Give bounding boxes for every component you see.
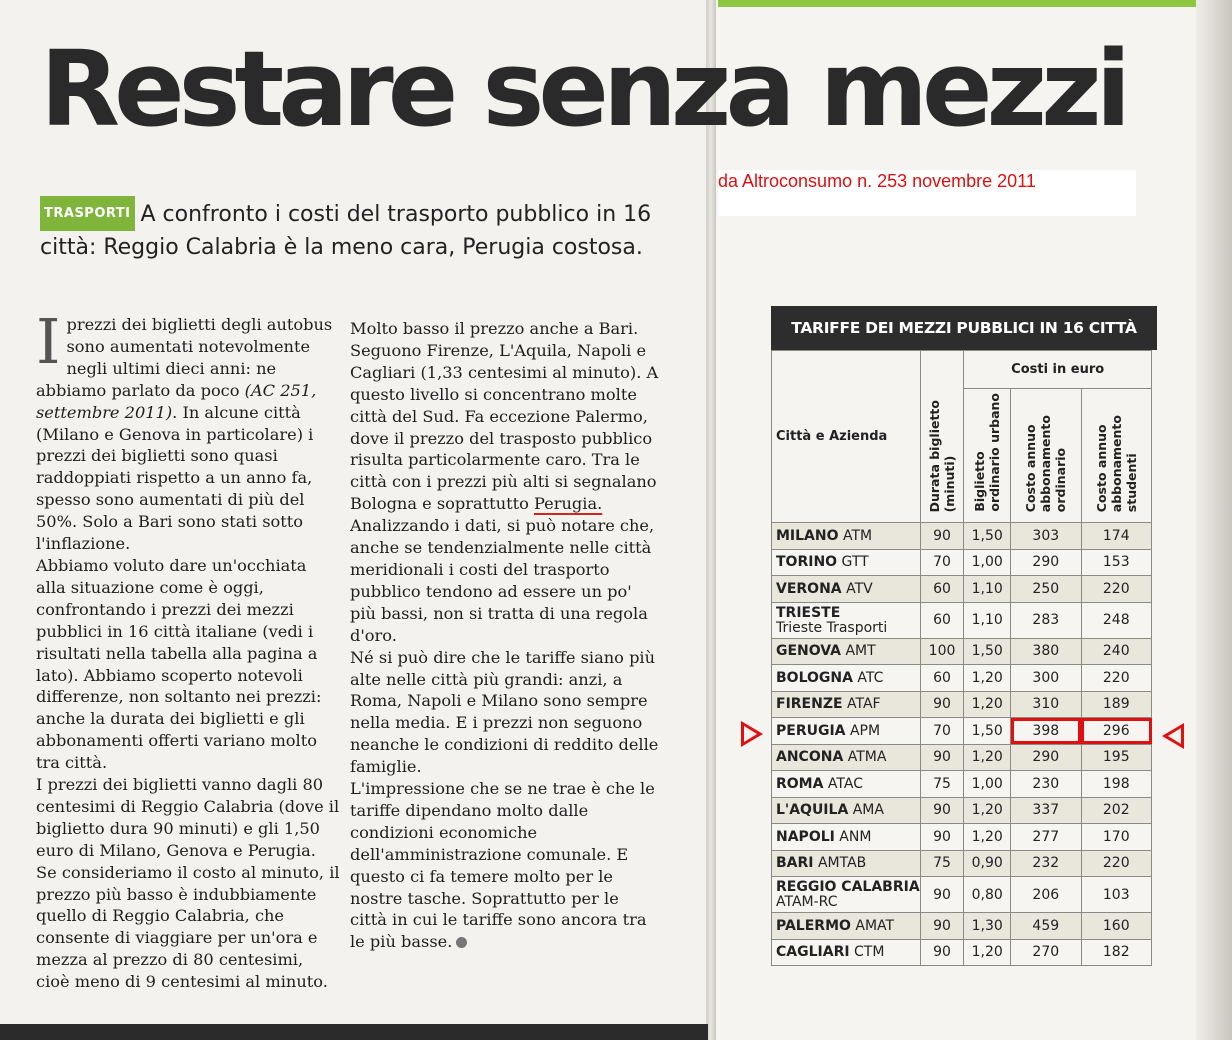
table-row [772, 771, 1152, 798]
student-pass-cell: 103 [1081, 877, 1151, 913]
duration-cell: 90 [920, 939, 964, 966]
student-pass-cell: 220 [1081, 665, 1151, 692]
duration-cell: 90 [920, 744, 964, 771]
table-row [772, 744, 1152, 771]
paragraph [350, 778, 660, 953]
student-pass-cell: 220 [1081, 576, 1151, 603]
annual-pass-cell: 232 [1011, 850, 1081, 877]
student-pass-cell: 182 [1081, 939, 1151, 966]
student-pass-cell: 248 [1081, 602, 1151, 638]
highlight-arrow-left-icon [741, 721, 763, 747]
header-student: Costo annuo abbonamento studenti [1081, 389, 1151, 523]
table-row [772, 576, 1152, 603]
table-row [772, 638, 1152, 665]
student-pass-cell: 198 [1081, 771, 1151, 798]
ticket-price-cell: 1,50 [964, 638, 1011, 665]
paragraph-text: . In alcune città (Milano e Genova in particolare) i prezzi dei biglietti sono quasi raddoppiati rispetto a un anno fa, spesso sono aumentati di più del 50%. Solo a Bari sono stati sotto l'inflazione. [36, 402, 314, 554]
article-deck [40, 196, 680, 264]
section-tag: TRASPORTI [40, 196, 135, 231]
ticket-price-cell: 1,20 [964, 691, 1011, 718]
annual-pass-cell: 206 [1011, 877, 1081, 913]
duration-cell: 90 [920, 824, 964, 851]
end-mark-icon [456, 937, 467, 948]
annual-pass-cell: 398 [1011, 718, 1081, 745]
duration-cell: 75 [920, 850, 964, 877]
duration-cell: 75 [920, 771, 964, 798]
ticket-price-cell: 1,20 [964, 939, 1011, 966]
student-pass-cell: 170 [1081, 824, 1151, 851]
green-top-rule [718, 0, 1196, 7]
tariff-table [771, 350, 1152, 966]
city-cell: TORINO GTT [772, 549, 921, 576]
table-row [772, 549, 1152, 576]
duration-cell: 70 [920, 718, 964, 745]
student-pass-cell: 160 [1081, 913, 1151, 940]
city-cell: PALERMO AMAT [772, 913, 921, 940]
annual-pass-cell: 230 [1011, 771, 1081, 798]
paragraph-text: Molto basso il prezzo anche a Bari. Seguono Firenze, L'Aquila, Napoli e Cagliari (1,33 centesimi al minuto). A questo livello si concentrano molte città del Sud. Fa eccezione Palermo, dove il prezzo del trasposto pubblico risulta particolarmente caro. Tra le città con i prezzi più alti si segnalano Bologna e soprattutto [350, 319, 659, 514]
city-cell: NAPOLI ANM [772, 824, 921, 851]
table-row [772, 939, 1152, 966]
duration-cell: 70 [920, 549, 964, 576]
annual-pass-cell: 337 [1011, 797, 1081, 824]
student-pass-cell: 202 [1081, 797, 1151, 824]
city-cell: CAGLIARI CTM [772, 939, 921, 966]
paragraph [350, 318, 660, 515]
table-row [772, 877, 1152, 913]
annual-pass-cell: 250 [1011, 576, 1081, 603]
ticket-price-cell: 1,50 [964, 718, 1011, 745]
duration-cell: 90 [920, 913, 964, 940]
headline-part-1: Restare senza [40, 28, 790, 150]
source-note: da Altroconsumo n. 253 novembre 2011 [718, 170, 1136, 216]
article-column-2 [350, 318, 660, 953]
paragraph-text: L'impressione che se ne trae è che le tariffe dipendano molto dalle condizioni economiche dell'amministrazione comunale. E questo ci fa temere molto per le nostre tasche. Soprattutto per le città in cui le tariffe sono ancora tra le più basse. [350, 779, 655, 952]
table-row [772, 913, 1152, 940]
table-title: TARIFFE DEI MEZZI PUBBLICI IN 16 CITTÀ [771, 306, 1157, 350]
headline-part-2: mezzi [819, 28, 1126, 150]
ticket-price-cell: 0,80 [964, 877, 1011, 913]
city-cell: ROMA ATAC [772, 771, 921, 798]
perugia-underlined: Perugia. [534, 494, 603, 514]
city-cell: MILANO ATM [772, 523, 921, 550]
city-cell: GENOVA AMT [772, 638, 921, 665]
table-row [772, 602, 1152, 638]
ticket-price-cell: 1,30 [964, 913, 1011, 940]
ticket-price-cell: 1,10 [964, 576, 1011, 603]
student-pass-cell: 240 [1081, 638, 1151, 665]
city-cell: ANCONA ATMA [772, 744, 921, 771]
annual-pass-cell: 270 [1011, 939, 1081, 966]
annual-pass-cell: 283 [1011, 602, 1081, 638]
ticket-price-cell: 0,90 [964, 850, 1011, 877]
header-ticket: Biglietto ordinario urbano [964, 389, 1011, 523]
student-pass-cell: 153 [1081, 549, 1151, 576]
city-cell: BARI AMTAB [772, 850, 921, 877]
duration-cell: 90 [920, 877, 964, 913]
annual-pass-cell: 290 [1011, 744, 1081, 771]
city-cell: VERONA ATV [772, 576, 921, 603]
paragraph: Né si può dire che le tariffe siano più alte nelle città più grandi: anzi, a Roma, Napoli e Milano sono sempre nella media. E i prezzi non seguono neanche le condizioni di reddito delle famiglie. [350, 647, 659, 777]
student-pass-cell: 296 [1081, 718, 1151, 745]
ticket-price-cell: 1,10 [964, 602, 1011, 638]
city-cell: FIRENZE ATAF [772, 691, 921, 718]
ticket-price-cell: 1,20 [964, 824, 1011, 851]
paragraph [36, 305, 340, 555]
annual-pass-cell: 277 [1011, 824, 1081, 851]
bottom-bar [0, 1024, 708, 1040]
annual-pass-cell: 380 [1011, 638, 1081, 665]
paragraph: Analizzando i dati, si può notare che, anche se tendenzialmente nelle città meridionali i costi del trasporto pubblico tendono ad essere un po' più bassi, non si tratta di una regola d'oro. [350, 516, 655, 645]
paragraph: Abbiamo voluto dare un'occhiata alla situazione come è oggi, confrontando i prezzi dei mezzi pubblici in 16 città italiane (vedi i risultati nella tabella alla pagina a lato). Abbiamo scoperto notevoli differenze, non soltanto nei prezzi: anche la durata dei biglietti e gli abbonamenti offerti variano molto tra città. [36, 555, 322, 773]
ticket-price-cell: 1,20 [964, 665, 1011, 692]
duration-cell: 60 [920, 665, 964, 692]
article-column-1 [36, 305, 340, 993]
duration-cell: 60 [920, 602, 964, 638]
duration-cell: 90 [920, 523, 964, 550]
duration-cell: 60 [920, 576, 964, 603]
duration-cell: 100 [920, 638, 964, 665]
header-city: Città e Azienda [772, 351, 921, 523]
ticket-price-cell: 1,20 [964, 744, 1011, 771]
ticket-price-cell: 1,50 [964, 523, 1011, 550]
headline [40, 28, 1126, 150]
table-row [772, 850, 1152, 877]
duration-cell: 90 [920, 691, 964, 718]
annual-pass-cell: 303 [1011, 523, 1081, 550]
ticket-price-cell: 1,00 [964, 549, 1011, 576]
student-pass-cell: 195 [1081, 744, 1151, 771]
ticket-price-cell: 1,00 [964, 771, 1011, 798]
table-row [772, 523, 1152, 550]
drop-cap: I [36, 305, 61, 378]
highlight-arrow-right-icon [1162, 723, 1184, 749]
student-pass-cell: 220 [1081, 850, 1151, 877]
city-cell: PERUGIA APM [772, 718, 921, 745]
city-cell: REGGIO CALABRIA ATAM-RC [772, 877, 921, 913]
student-pass-cell: 189 [1081, 691, 1151, 718]
duration-cell: 90 [920, 797, 964, 824]
page-edge-shadow [1196, 0, 1232, 1040]
paragraph-text: prezzi dei biglietti degli autobus sono aumentati notevolmente negli ultimi dieci anni: ne abbiamo parlato da poco [36, 315, 333, 400]
annual-pass-cell: 290 [1011, 549, 1081, 576]
header-duration: Durata biglietto (minuti) [920, 351, 964, 523]
ticket-price-cell: 1,20 [964, 797, 1011, 824]
student-pass-cell: 174 [1081, 523, 1151, 550]
reference-citation: (AC 251, settembre 2011) [36, 380, 317, 422]
table-row [772, 718, 1152, 745]
paragraph: I prezzi dei biglietti vanno dagli 80 centesimi di Reggio Calabria (dove il biglietto dura 90 minuti) e gli 1,50 euro di Milano, Genova e Perugia. Se consideriamo il costo al minuto, il prezzo più basso è indubbiamente quello di Reggio Calabria, che consente di viaggiare per un'ora e mezza al prezzo di 80 centesimi, cioè meno di 9 centesimi al minuto. [36, 775, 340, 992]
header-costs-group: Costi in euro [964, 351, 1152, 389]
city-cell: L'AQUILA AMA [772, 797, 921, 824]
city-cell: BOLOGNA ATC [772, 665, 921, 692]
city-cell: TRIESTE Trieste Trasporti [772, 602, 921, 638]
table-row [772, 797, 1152, 824]
table-row [772, 665, 1152, 692]
table-row [772, 824, 1152, 851]
header-annual: Costo annuo abbonamento ordinario [1011, 389, 1081, 523]
annual-pass-cell: 300 [1011, 665, 1081, 692]
annual-pass-cell: 459 [1011, 913, 1081, 940]
deck-text: A confronto i costi del trasporto pubblico in 16 città: Reggio Calabria è la meno cara, Perugia costosa. [40, 202, 652, 260]
table-row [772, 691, 1152, 718]
annual-pass-cell: 310 [1011, 691, 1081, 718]
